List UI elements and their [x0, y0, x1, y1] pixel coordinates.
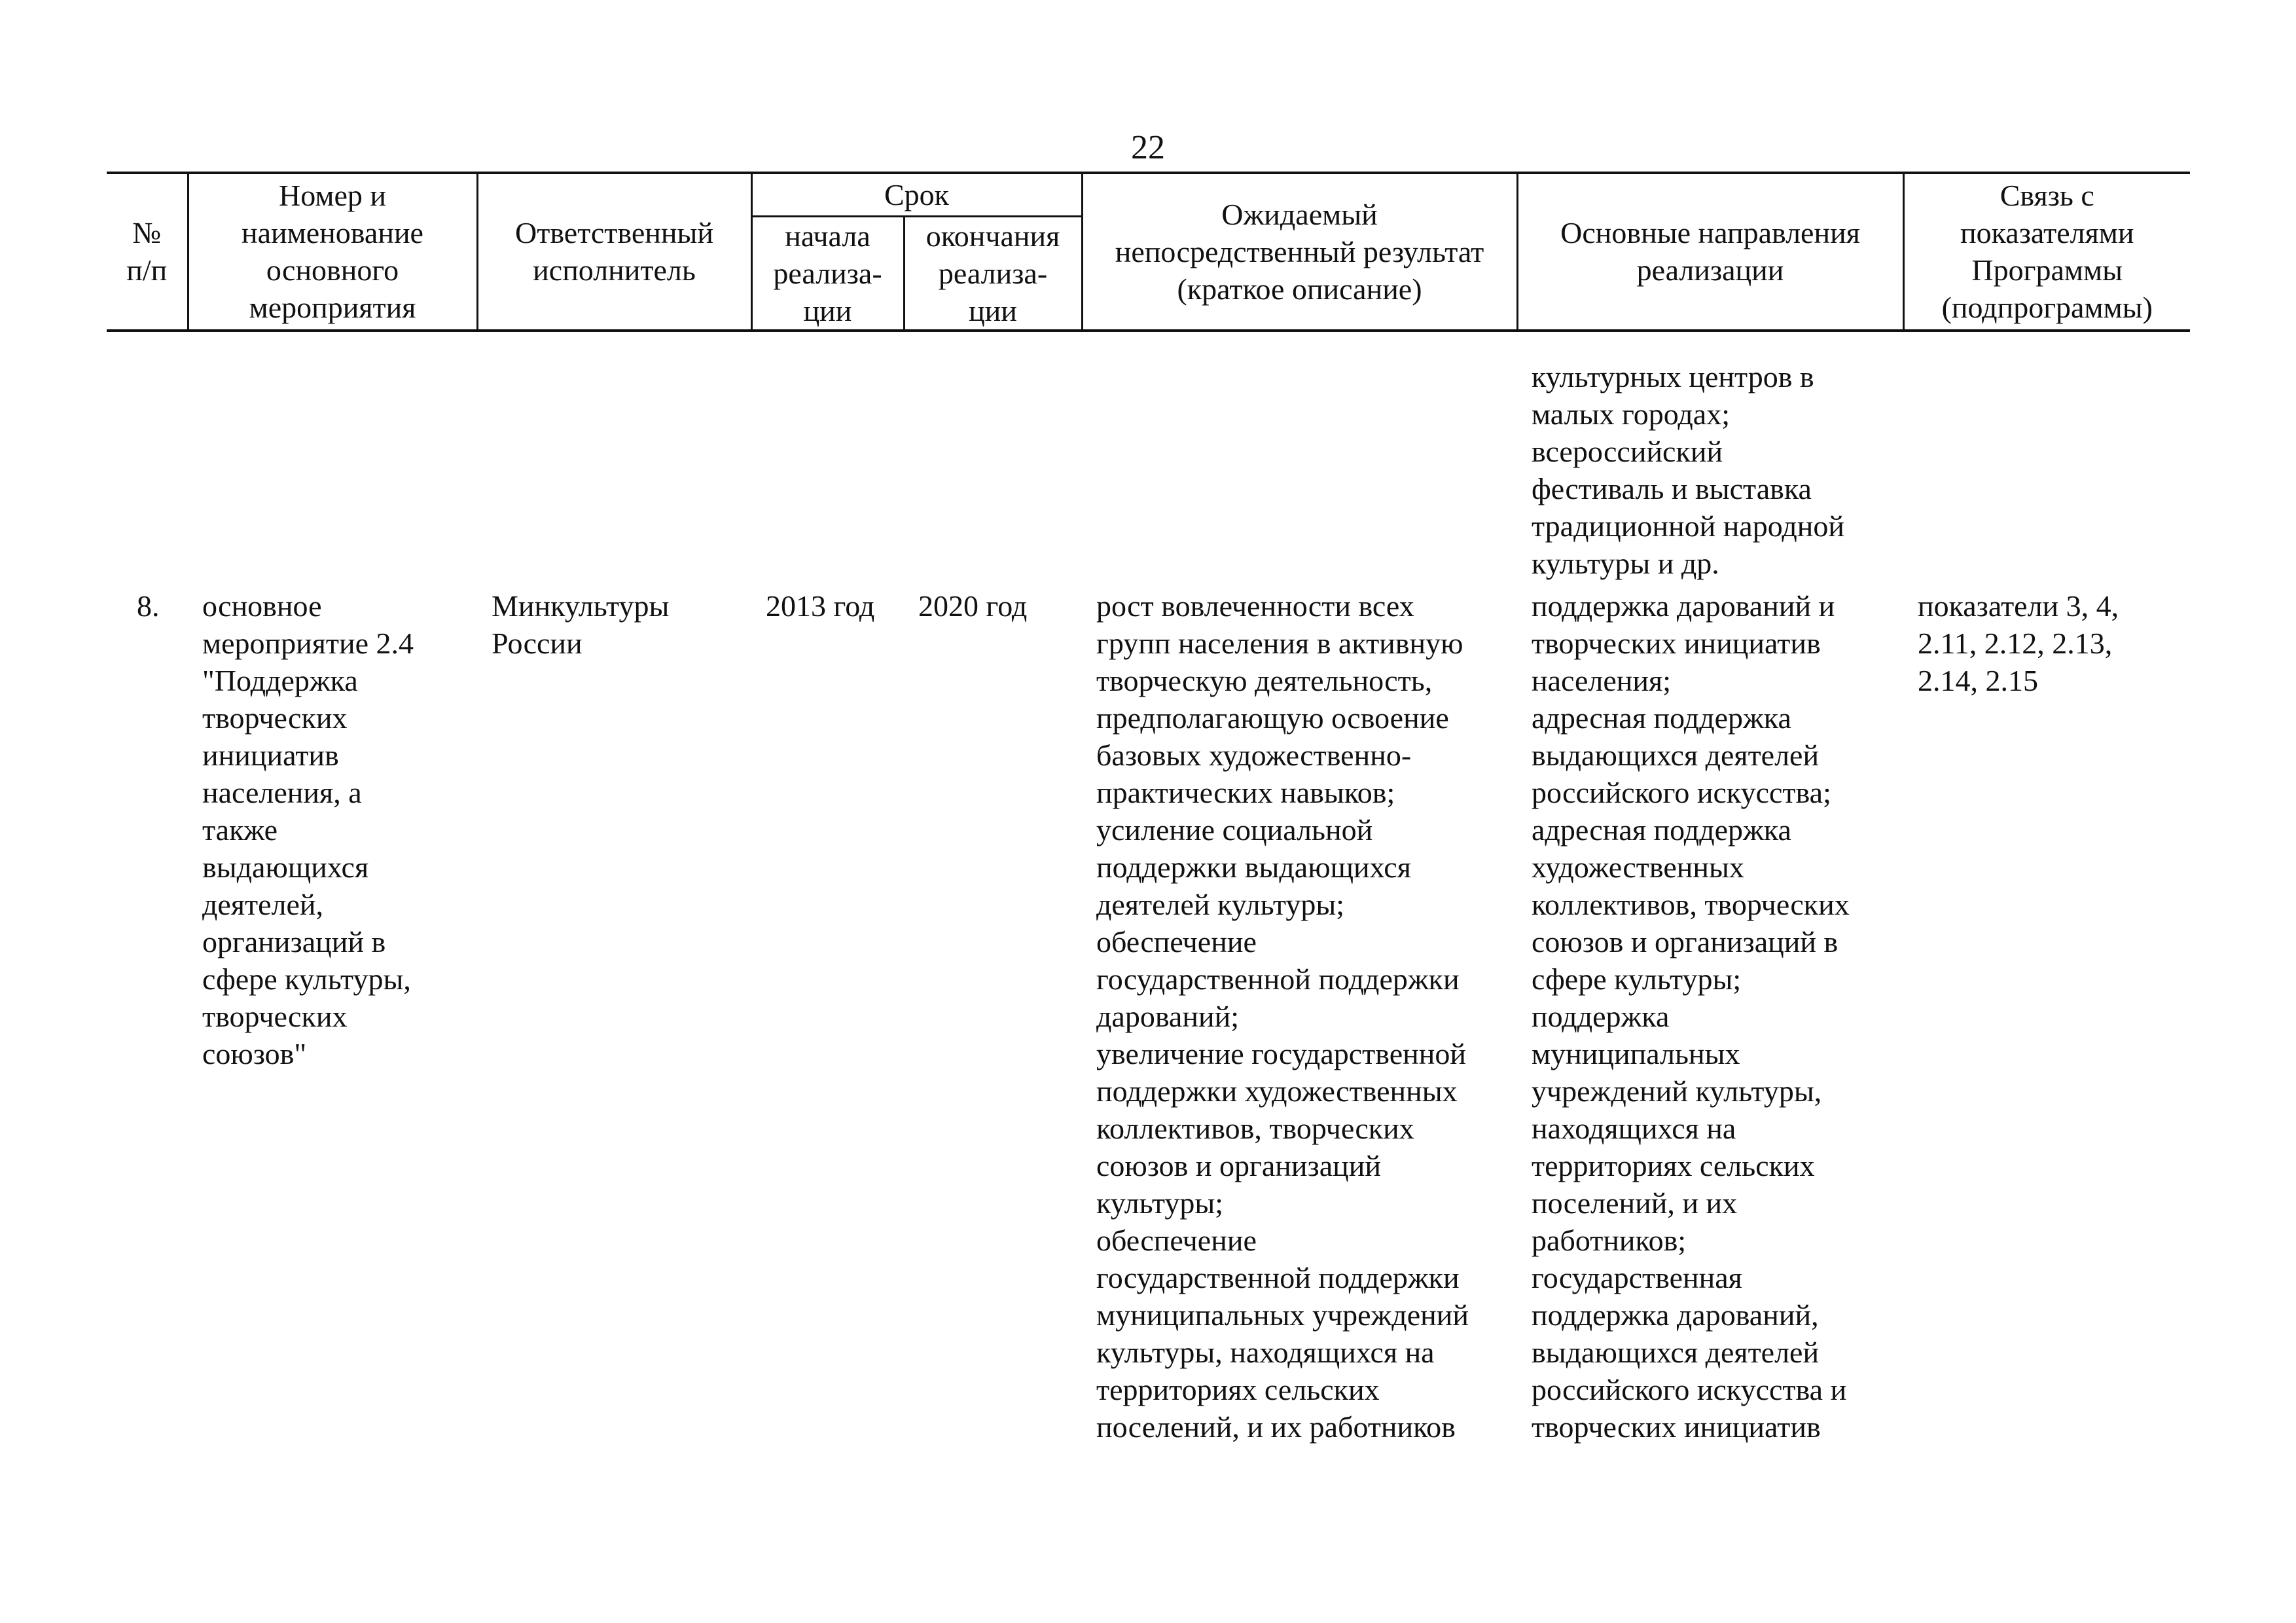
- row-number-cell: 8.: [137, 589, 160, 623]
- event-name-cell: основное мероприятие 2.4 "Поддержка творческих инициатив населения, а также выдающихся деятелей, организаций в сфере культуры, творческих союзов": [202, 589, 414, 1070]
- cell-empty: [1082, 331, 1517, 582]
- header-expected-result: Ожидаемый непосредственный результат (краткое описание): [1082, 173, 1517, 331]
- page-number: 22: [1131, 129, 1165, 166]
- header-executor: Ответственный исполнитель: [477, 173, 751, 331]
- header-event-name: Номер и наименование основного мероприятия: [188, 173, 477, 331]
- header-start: начала реализа- ции: [751, 216, 904, 331]
- cell-empty: [188, 331, 477, 582]
- cell-empty: [477, 331, 751, 582]
- table-row: [107, 582, 2190, 1446]
- header-end: окончания реализа- ции: [904, 216, 1082, 331]
- header-indicator-link: Связь с показателями Программы (подпрограммы): [1903, 173, 2190, 331]
- table-header: [107, 173, 2190, 331]
- continuation-row: [107, 331, 2190, 582]
- header-term: Срок: [751, 173, 1082, 216]
- directions-cell: поддержка дарований и творческих инициатив населения; адресная поддержка выдающихся деятелей российского искусства; адресная поддержка художественных коллективов, творческих союзов и организаций в сфере культуры; поддержка муниципальных учреждений культуры, находящихся на территориях сельских поселений, и их работников; государственная поддержка дарований, выдающихся деятелей российского искусства и творческих инициатив: [1532, 589, 1850, 1444]
- executor-cell: Минкультуры России: [492, 589, 670, 660]
- events-table: [107, 172, 2190, 1446]
- cell-empty: [904, 331, 1082, 582]
- header-number: № п/п: [107, 173, 188, 331]
- continuation-directions-cell: культурных центров в малых городах; всероссийский фестиваль и выставка традиционной народной культуры и др.: [1532, 359, 1845, 580]
- end-year-cell: 2020 год: [918, 589, 1028, 623]
- header-directions: Основные направления реализации: [1517, 173, 1903, 331]
- cell-empty: [1903, 331, 2190, 582]
- start-year-cell: 2013 год: [766, 589, 875, 623]
- cell-empty: [107, 331, 188, 582]
- cell-empty: [751, 331, 904, 582]
- expected-result-cell: рост вовлеченности всех групп населения в активную творческую деятельность, предполагающую освоение базовых художественно- практических навыков; усиление социальной поддержки выдающихся деятелей культуры; обеспечение государственной поддержки дарований; увеличение государственной поддержки художественных коллективов, творческих союзов и организаций культуры; обеспечение государственной поддержки муниципальных учреждений культуры, находящихся на территориях сельских поселений, и их работников: [1096, 589, 1469, 1444]
- indicator-link-cell: показатели 3, 4, 2.11, 2.12, 2.13, 2.14, 2.15: [1918, 589, 2119, 697]
